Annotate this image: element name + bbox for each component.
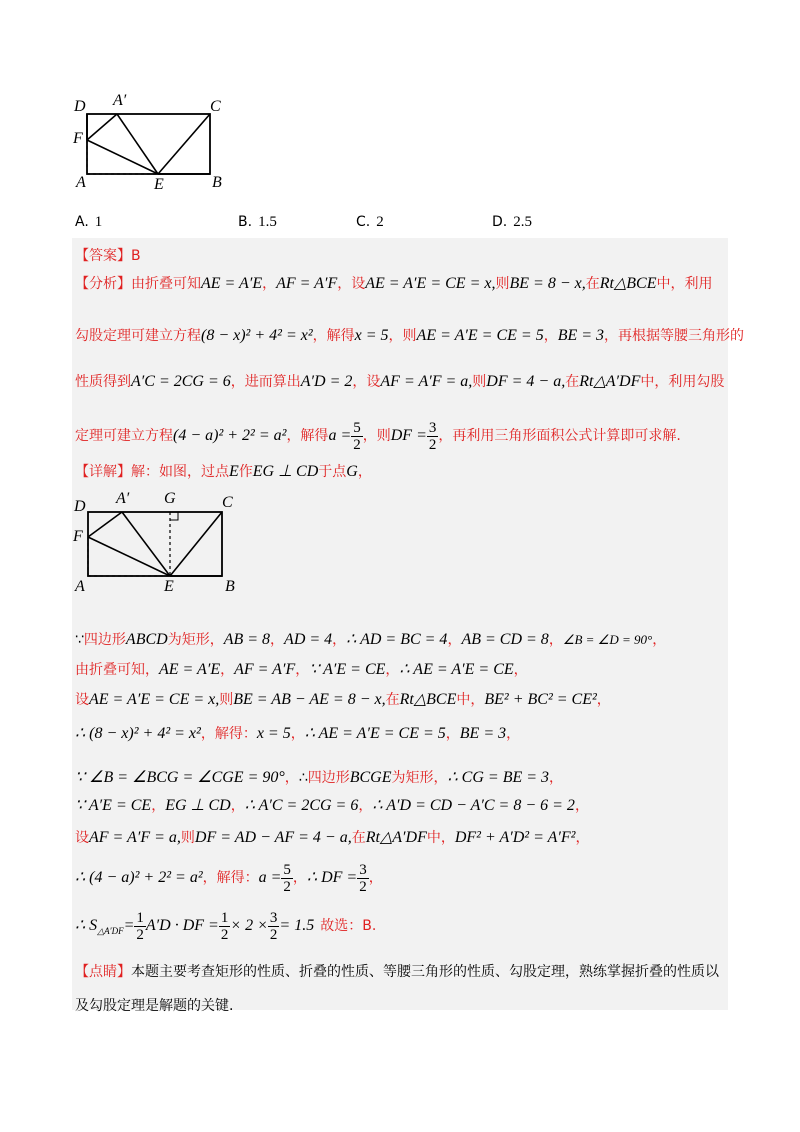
figure-2-svg — [72, 490, 242, 598]
analysis-text: ， — [543, 328, 558, 344]
option-b[interactable] — [238, 214, 277, 231]
detail-math: G — [346, 463, 358, 480]
detail-text: ， — [270, 632, 285, 648]
detail-text: 则 — [219, 692, 234, 708]
detail-text: 由折叠可知， — [75, 662, 159, 678]
detail-math: x = 5 — [256, 725, 291, 742]
detail-step-5 — [75, 768, 563, 788]
detail-math: = 1.5 — [279, 917, 315, 934]
detail-text: ， — [230, 798, 245, 814]
detail-text: ， — [295, 662, 310, 678]
detail-step-1 — [75, 630, 666, 650]
analysis-line-4 — [75, 418, 681, 454]
detail-text: 作 — [238, 464, 253, 480]
analysis-math: Rt△A′DF — [579, 373, 641, 390]
detail-text: ， — [385, 662, 400, 678]
analysis-text: ，设 — [337, 276, 366, 292]
fig2-label-C: C — [222, 494, 233, 511]
analysis-text: ， — [262, 276, 277, 292]
fig2-label-A: A — [75, 578, 85, 595]
fig1-label-B: B — [212, 174, 222, 191]
analysis-text: ，则 — [388, 328, 417, 344]
detail-math: ∵ ∠B = ∠BCG = ∠CGE = 90° — [75, 769, 285, 786]
option-d-value: 2.5 — [513, 214, 532, 230]
detail-step-4 — [75, 724, 520, 744]
analysis-math: AE = A′E = CE = 5 — [416, 327, 544, 344]
analysis-math: a = — [328, 427, 352, 444]
detail-text: ， — [368, 870, 383, 886]
detail-text: ， — [447, 632, 462, 648]
analysis-math: DF = 4 − a, — [486, 373, 566, 390]
detail-math: ∴ A′C = 2CG = 6 — [244, 797, 359, 814]
detail-math: AD = 4 — [284, 631, 333, 648]
analysis-math: AF = A′F = a, — [380, 373, 473, 390]
detail-text: 中， — [456, 692, 485, 708]
analysis-math: DF = — [390, 427, 427, 444]
analysis-text: ，则 — [362, 428, 391, 444]
analysis-text: 在 — [585, 276, 600, 292]
fig1-label-F: F — [73, 130, 83, 147]
option-c-value: 2 — [376, 214, 384, 230]
analysis-text: 由折叠可知 — [131, 276, 201, 292]
detail-text: ， — [151, 798, 166, 814]
fig1-label-A: A — [76, 174, 86, 191]
option-d[interactable] — [492, 214, 532, 231]
analysis-math: (4 − a)² + 2² = a² — [173, 427, 287, 444]
detail-math: ∴ DF = — [306, 869, 358, 886]
detail-math: DF² + A′D² = A′F² — [454, 829, 576, 846]
detail-text: 四边形 — [83, 632, 126, 648]
figure-2 — [72, 490, 242, 598]
detail-step-3 — [75, 690, 611, 710]
option-c-letter: C. — [356, 214, 371, 230]
analysis-math: A′C = 2CG = 6 — [131, 373, 231, 390]
detail-math: = — [123, 917, 135, 934]
analysis-text: 定理可建立方程 — [75, 428, 173, 444]
detail-math: AB = 8 — [223, 631, 271, 648]
option-a-letter: A. — [75, 214, 89, 230]
detail-text: 为矩形， — [391, 770, 448, 786]
analysis-text: 中，利用勾股 — [640, 374, 725, 390]
detail-text: ，解得： — [202, 870, 259, 886]
figure-1 — [70, 92, 240, 197]
detail-step-2 — [75, 660, 528, 680]
analysis-text: ，进而算出 — [230, 374, 301, 390]
detail-text: 于点 — [318, 464, 347, 480]
detail-text: 在 — [351, 830, 366, 846]
detail-math: ∴ AD = BC = 4 — [346, 631, 448, 648]
answer-tag: 【答案】 — [75, 248, 131, 264]
detail-text: 则 — [180, 830, 195, 846]
analysis-line-1 — [75, 274, 712, 294]
fig2-label-B: B — [225, 578, 235, 595]
detail-math: EG ⊥ CD — [165, 797, 231, 814]
detail-text: ， — [220, 662, 235, 678]
analysis-tag: 【分析】 — [75, 276, 131, 292]
analysis-math: A′D = 2 — [300, 373, 353, 390]
fig1-label-D: D — [74, 98, 86, 115]
detail-math: ∵ A′E = CE — [75, 797, 152, 814]
fig2-label-E: E — [164, 578, 174, 595]
detail-math: ∴ (4 − a)² + 2² = a² — [75, 869, 203, 886]
analysis-text: ，再根据等腰三角形的 — [604, 328, 745, 344]
detail-math: a = — [258, 869, 282, 886]
detail-math: AE = A′E = CE = x, — [89, 691, 220, 708]
detail-text: ， — [575, 830, 590, 846]
fig2-label-A-prime: A′ — [116, 490, 130, 507]
comment-text: 及勾股定理是解题的关键. — [75, 998, 234, 1014]
detail-math: BCGE — [349, 769, 392, 786]
detail-math-subscript: △A′DF — [97, 925, 124, 936]
analysis-text: ，解得 — [312, 328, 355, 344]
detail-intro — [75, 462, 372, 482]
fig2-label-G: G — [164, 490, 176, 507]
detail-text: ， — [506, 726, 521, 742]
option-d-letter: D. — [492, 214, 508, 230]
detail-math: Rt△A′DF — [365, 829, 427, 846]
comment-tag: 【点睛】 — [75, 964, 131, 980]
analysis-math: AE = A′E — [201, 275, 263, 292]
answer-value: B — [131, 248, 141, 264]
detail-math: × 2 × — [230, 917, 268, 934]
detail-text: ， — [652, 632, 667, 648]
option-a[interactable] — [75, 214, 102, 231]
fig1-label-E: E — [154, 176, 164, 193]
fraction-1-2: $\frac{1}{2}$ — [136, 909, 144, 943]
detail-math: ∴ AE = A′E = CE = 5 — [304, 725, 446, 742]
fraction-3-2: $\frac{3}{2}$ — [359, 861, 367, 895]
detail-text: 中， — [426, 830, 455, 846]
analysis-text: 则 — [495, 276, 510, 292]
analysis-math: AF = A′F — [276, 275, 338, 292]
analysis-text: 则 — [472, 374, 487, 390]
detail-math: ∴ (8 − x)² + 4² = x² — [75, 725, 201, 742]
fraction-5-2: $\frac{5}{2}$ — [283, 861, 291, 895]
fig2-label-D: D — [74, 498, 86, 515]
analysis-math: (8 − x)² + 4² = x² — [201, 327, 313, 344]
detail-text: ， — [332, 632, 347, 648]
option-c[interactable] — [356, 214, 384, 231]
analysis-line-3 — [75, 372, 724, 392]
analysis-line-2 — [75, 326, 744, 346]
detail-math: BE² + BC² = CE² — [484, 691, 597, 708]
detail-math: AF = A′F — [234, 661, 296, 678]
detail-math: AF = A′F = a, — [89, 829, 181, 846]
detail-text: ， — [549, 770, 564, 786]
comment-text: 本题主要考查矩形的性质、折叠的性质、等腰三角形的性质、勾股定理，熟练掌握折叠的性质以 — [131, 964, 719, 980]
detail-math: EG ⊥ CD — [252, 463, 319, 480]
analysis-text: 勾股定理可建立方程 — [75, 328, 201, 344]
detail-math: ∴ CG = BE = 3 — [447, 769, 550, 786]
analysis-text: ，设 — [352, 374, 381, 390]
detail-text: 设 — [75, 830, 89, 846]
answer-line — [75, 246, 141, 266]
fig1-label-C: C — [210, 98, 221, 115]
fraction-5-2: $\frac{5}{2}$ — [353, 419, 361, 453]
detail-text: ， — [292, 870, 307, 886]
detail-text: 在 — [385, 692, 400, 708]
detail-step-9 — [75, 908, 376, 949]
detail-text: 解：如图，过点 — [131, 464, 229, 480]
detail-text: ，解得： — [200, 726, 257, 742]
analysis-math: x = 5 — [354, 327, 389, 344]
analysis-text: 在 — [565, 374, 580, 390]
detail-text: 设 — [75, 692, 89, 708]
analysis-math: Rt△BCE — [599, 275, 657, 292]
detail-math: ∴ S — [75, 917, 98, 934]
detail-text: ， — [357, 464, 372, 480]
detail-math: ∴ AE = A′E = CE — [399, 661, 514, 678]
detail-math: ∴ A′D = CD − A′C = 8 − 6 = 2 — [372, 797, 575, 814]
detail-text: 四边形 — [307, 770, 350, 786]
detail-step-8 — [75, 860, 383, 896]
detail-text: ， — [513, 662, 528, 678]
fig1-label-A-prime: A′ — [113, 92, 127, 109]
fig2-label-F: F — [73, 528, 83, 545]
detail-text: ， — [290, 726, 305, 742]
option-b-letter: B. — [238, 214, 253, 230]
option-a-value: 1 — [94, 214, 103, 230]
detail-math: ∵ A′E = CE — [309, 661, 386, 678]
comment-line-2 — [75, 996, 233, 1016]
analysis-math: AE = A′E = CE = x, — [365, 275, 496, 292]
comment-line-1 — [75, 962, 719, 982]
fraction-1-2: $\frac{1}{2}$ — [220, 909, 229, 943]
detail-text: ， — [284, 770, 299, 786]
detail-math: BE = 3 — [459, 725, 507, 742]
detail-math: DF = AD − AF = 4 − a, — [194, 829, 352, 846]
detail-step-7 — [75, 828, 589, 848]
detail-step-6 — [75, 796, 589, 816]
analysis-text: ，再利用三角形面积公式计算即可求解. — [438, 428, 681, 444]
analysis-text: 中，利用 — [656, 276, 713, 292]
detail-text: ， — [358, 798, 373, 814]
detail-math: ABCD — [125, 631, 168, 648]
fraction-3-2: $\frac{3}{2}$ — [428, 419, 437, 453]
detail-text: ， — [548, 632, 563, 648]
detail-math: ∠B = ∠D = 90° — [562, 632, 653, 647]
detail-math: A′D · DF = — [145, 917, 219, 934]
detail-text: 为矩形， — [167, 632, 224, 648]
analysis-text: ，解得 — [286, 428, 329, 444]
detail-text: ， — [445, 726, 460, 742]
detail-math: E — [229, 463, 239, 480]
analysis-math: BE = 3 — [557, 327, 605, 344]
detail-tag: 【详解】 — [75, 464, 131, 480]
fraction-3-2: $\frac{3}{2}$ — [269, 909, 278, 943]
analysis-math: BE = 8 − x, — [509, 275, 586, 292]
detail-math: ∵ — [75, 632, 84, 648]
detail-math: AB = CD = 8 — [461, 631, 549, 648]
detail-text: ， — [596, 692, 611, 708]
detail-math: Rt△BCE — [399, 691, 457, 708]
detail-math: AE = A′E — [159, 661, 221, 678]
detail-math: ∴ — [298, 770, 308, 786]
analysis-text: 性质得到 — [75, 374, 131, 390]
detail-math: BE = AB − AE = 8 − x, — [233, 691, 386, 708]
detail-text: 故选：B. — [320, 918, 377, 934]
option-b-value: 1.5 — [258, 214, 277, 230]
detail-text: ， — [574, 798, 589, 814]
